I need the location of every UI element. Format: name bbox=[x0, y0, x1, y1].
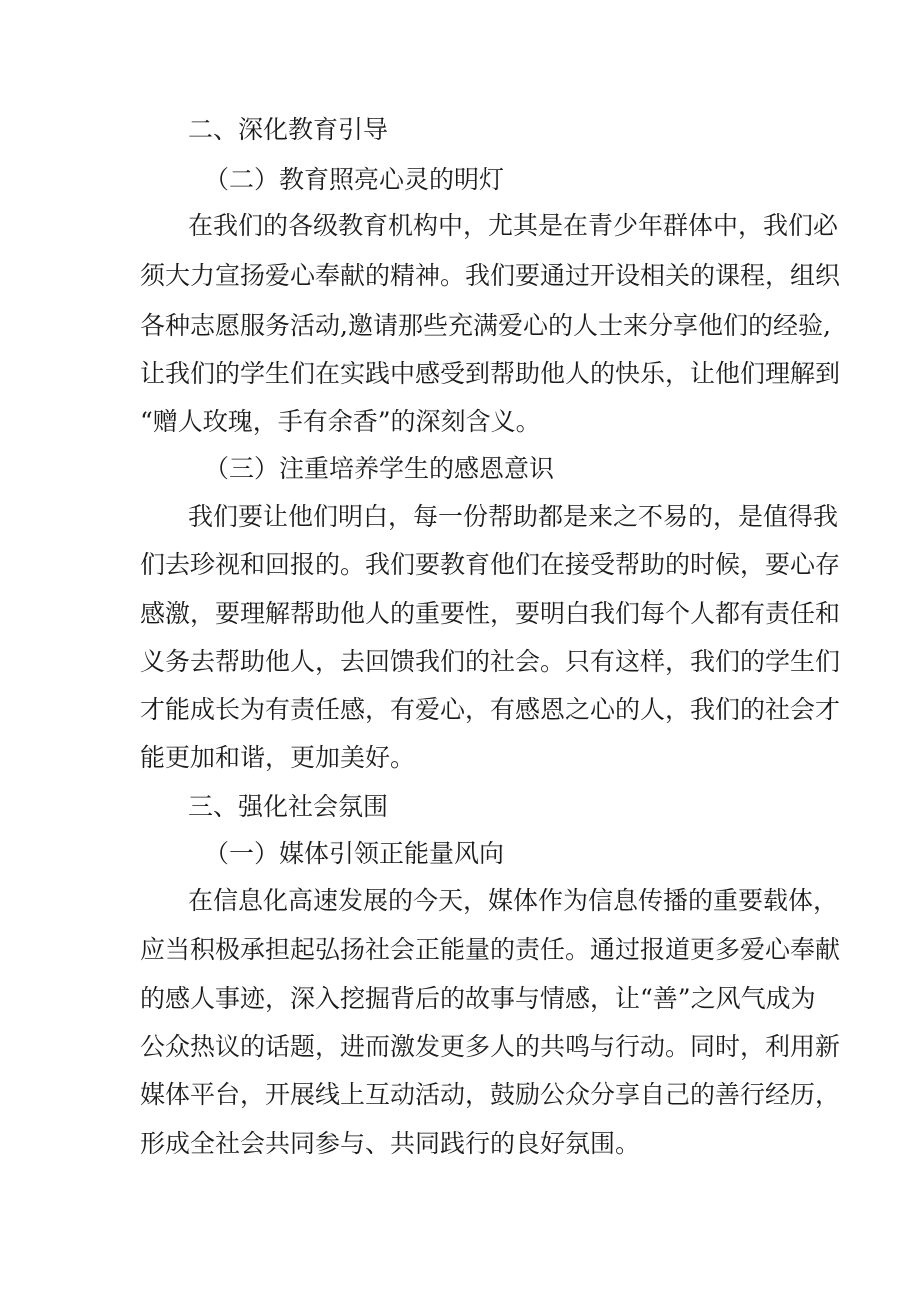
paragraph-line: 才能成长为有责任感，有爱心，有感恩之心的人，我们的社会才 bbox=[140, 695, 841, 724]
paragraph-line: 能更加和谐，更加美好。 bbox=[140, 743, 416, 772]
paragraph-line: 感激，要理解帮助他人的重要性，要明白我们每个人都有责任和 bbox=[140, 599, 841, 628]
subsection-heading-3-1: （一）媒体引领正能量风向 bbox=[204, 839, 505, 868]
subsection-heading-2-2: （二）教育照亮心灵的明灯 bbox=[204, 165, 505, 194]
paragraph-line: 须大力宣扬爱心奉献的精神。我们要通过开设相关的课程，组织 bbox=[140, 261, 841, 290]
section-heading-3: 三、强化社会氛围 bbox=[188, 792, 389, 821]
paragraph-line: 形成全社会共同参与、共同践行的良好氛围。 bbox=[140, 1129, 641, 1158]
paragraph-line: 媒体平台，开展线上互动活动，鼓励公众分享自己的善行经历， bbox=[140, 1080, 841, 1109]
paragraph-line: 在信息化高速发展的今天，媒体作为信息传播的重要载体， bbox=[188, 886, 839, 915]
paragraph-line: 们去珍视和回报的。我们要教育他们在接受帮助的时候，要心存 bbox=[140, 550, 841, 579]
section-heading-2: 二、深化教育引导 bbox=[188, 115, 389, 144]
paragraph-line: 应当积极承担起弘扬社会正能量的责任。通过报道更多爱心奉献 bbox=[140, 935, 841, 964]
paragraph-line: 各种志愿服务活动,邀请那些充满爱心的人士来分享他们的经验, bbox=[140, 311, 831, 340]
paragraph-line: “赠人玫瑰，手有余香”的深刻含义。 bbox=[140, 407, 541, 436]
paragraph-line: 义务去帮助他人，去回馈我们的社会。只有这样，我们的学生们 bbox=[140, 647, 841, 676]
paragraph-line: 我们要让他们明白，每一份帮助都是来之不易的，是值得我 bbox=[188, 502, 839, 531]
paragraph-line: 在我们的各级教育机构中，尤其是在青少年群体中，我们必 bbox=[188, 211, 839, 240]
subsection-heading-2-3: （三）注重培养学生的感恩意识 bbox=[204, 454, 555, 483]
paragraph-line: 让我们的学生们在实践中感受到帮助他人的快乐，让他们理解到 bbox=[140, 359, 841, 388]
paragraph-line: 公众热议的话题，进而激发更多人的共鸣与行动。同时，利用新 bbox=[140, 1032, 841, 1061]
paragraph-line: 的感人事迹，深入挖掘背后的故事与情感，让“善”之风气成为 bbox=[140, 984, 816, 1013]
